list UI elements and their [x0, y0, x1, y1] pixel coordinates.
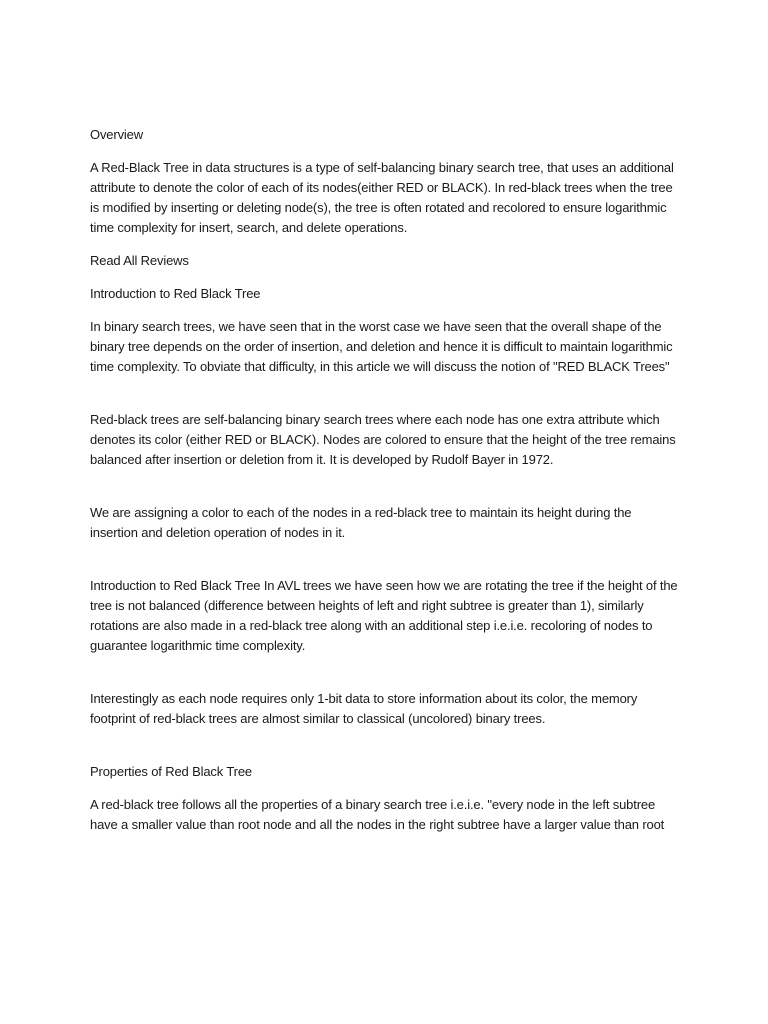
- definition-paragraph: Red-black trees are self-balancing binary search trees where each node has one extra attribute which denotes its color (either RED or BLACK). Nodes are colored to ensure that the height of the tree remains balanced after insertion or deletion from it. It is developed by Rudolf Bayer in 1972.: [90, 412, 676, 467]
- read-all-reviews-text: Read All Reviews: [90, 253, 189, 268]
- intro-paragraph: In binary search trees, we have seen that in the worst case we have seen that the overall shape of the binary tree depends on the order of insertion, and deletion and hence it is difficult to maintain logarithmic time complexity. To obviate that difficulty, in this article we will discuss the notion of "RED BLACK Trees": [90, 319, 673, 374]
- document-body: [90, 125, 680, 848]
- intro-heading: Introduction to Red Black Tree: [90, 286, 261, 301]
- memory-paragraph: Interestingly as each node requires only 1-bit data to store information about its color, the memory footprint of red-black trees are almost similar to classical (uncolored) binary trees.: [90, 691, 638, 726]
- overview-paragraph: A Red-Black Tree in data structures is a type of self-balancing binary search tree, that uses an additional attribute to denote the color of each of its nodes(either RED or BLACK). In red-black trees when the tree is modified by inserting or deleting node(s), the tree is often rotated and recolored to ensure logarithmic time complexity for insert, search, and delete operations.: [90, 160, 674, 235]
- properties-paragraph: A red-black tree follows all the properties of a binary search tree i.e.i.e. "every node in the left subtree have a smaller value than root node and all the nodes in the right subtree have a larger value than root: [90, 797, 665, 832]
- avl-paragraph: Introduction to Red Black Tree In AVL trees we have seen how we are rotating the tree if the height of the tree is not balanced (difference between heights of left and right subtree is greater than 1), similarly rotations are also made in a red-black tree along with an additional step i.e.i.e. recoloring of nodes to guarantee logarithmic time complexity.: [90, 578, 678, 653]
- properties-heading: Properties of Red Black Tree: [90, 764, 252, 779]
- overview-heading: Overview: [90, 127, 143, 142]
- color-paragraph: We are assigning a color to each of the nodes in a red-black tree to maintain its height during the insertion and deletion operation of nodes in it.: [90, 505, 632, 540]
